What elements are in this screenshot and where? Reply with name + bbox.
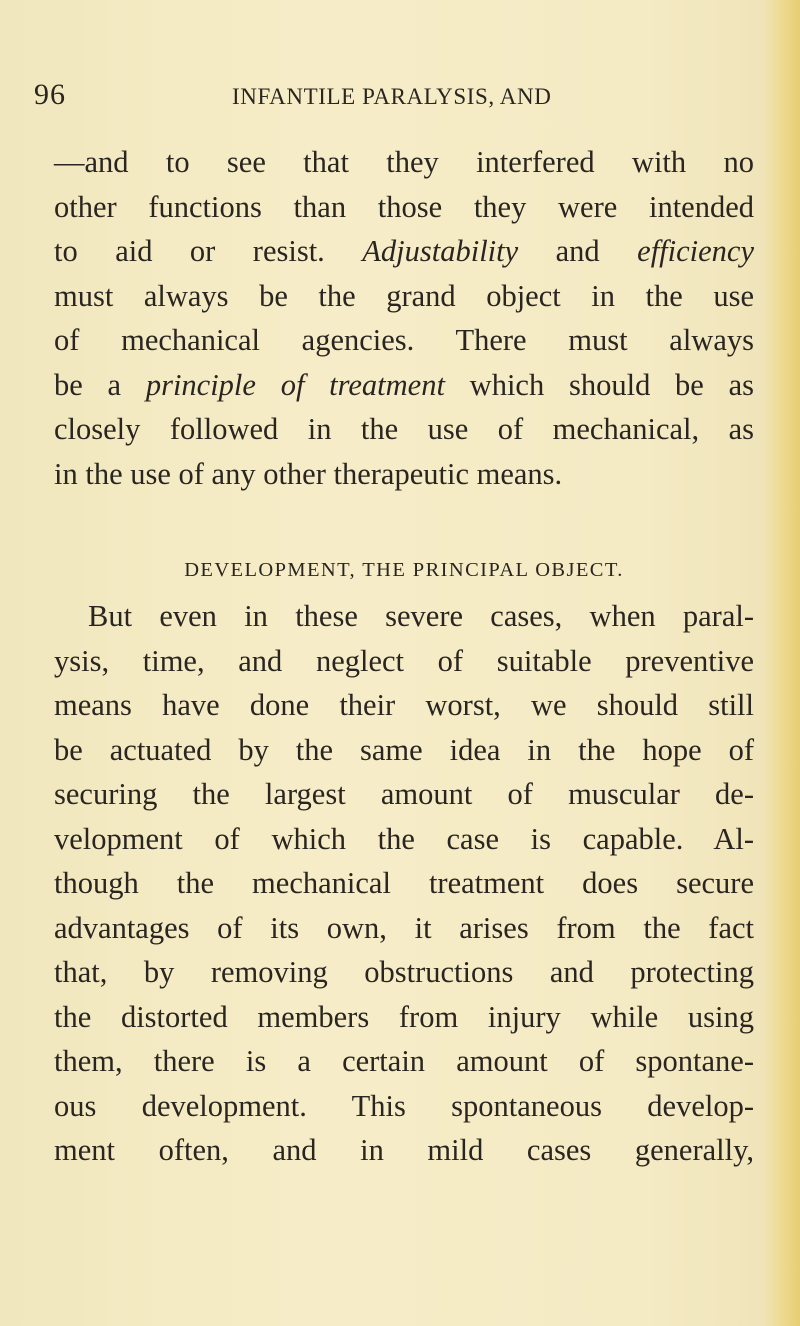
text-line: securing the largest amount of muscular de-	[54, 777, 754, 811]
text-line: the distorted members from injury while using	[54, 999, 754, 1034]
text-line: must always be the grand object in the use	[54, 278, 754, 313]
text-line: them, there is a certain amount of spontane-	[54, 1044, 754, 1078]
text-line	[54, 229, 754, 274]
text-line: in the use of any other therapeutic means.	[54, 456, 563, 491]
page-number: 96	[34, 78, 66, 111]
emphasis-efficiency: efficiency	[637, 234, 754, 268]
text-line	[54, 363, 754, 408]
text-segment: and	[518, 234, 638, 268]
text-line: ment often, and in mild cases generally,	[54, 1133, 754, 1167]
text-segment: be a	[54, 367, 146, 402]
section-heading: DEVELOPMENT, THE PRINCIPAL OBJECT.	[184, 559, 624, 581]
paragraph-2	[54, 594, 754, 1173]
text-line: —and to see that they interfered with no	[54, 145, 754, 179]
text-line: ous development. This spontaneous develop-	[54, 1088, 754, 1123]
text-line: though the mechanical treatment does secure	[54, 866, 754, 900]
text-line: that, by removing obstructions and protecting	[54, 955, 754, 989]
text-line: velopment of which the case is capable. Al-	[54, 821, 754, 856]
text-segment: which should be as	[444, 367, 755, 402]
text-line: of mechanical agencies. There must always	[54, 323, 754, 357]
paragraph-1	[54, 140, 754, 496]
text-line: advantages of its own, it arises from the fact	[54, 910, 754, 945]
text-segment: to aid or resist.	[54, 234, 363, 268]
text-line: other functions than those they were intended	[54, 189, 754, 224]
text-line: means have done their worst, we should still	[54, 688, 754, 722]
page-header	[34, 78, 734, 112]
text-line: But even in these severe cases, when paral-	[88, 599, 754, 633]
emphasis-adjustability: Adjustability	[362, 234, 519, 268]
text-line: closely followed in the use of mechanical, as	[54, 412, 754, 446]
text-line: ysis, time, and neglect of suitable preventive	[54, 643, 754, 678]
text-line: be actuated by the same idea in the hope of	[54, 732, 754, 767]
page-edge-shading	[762, 0, 800, 1326]
running-head: INFANTILE PARALYSIS, AND	[232, 84, 552, 109]
emphasis-principle-of-treatment: principle of treatment	[145, 367, 445, 402]
